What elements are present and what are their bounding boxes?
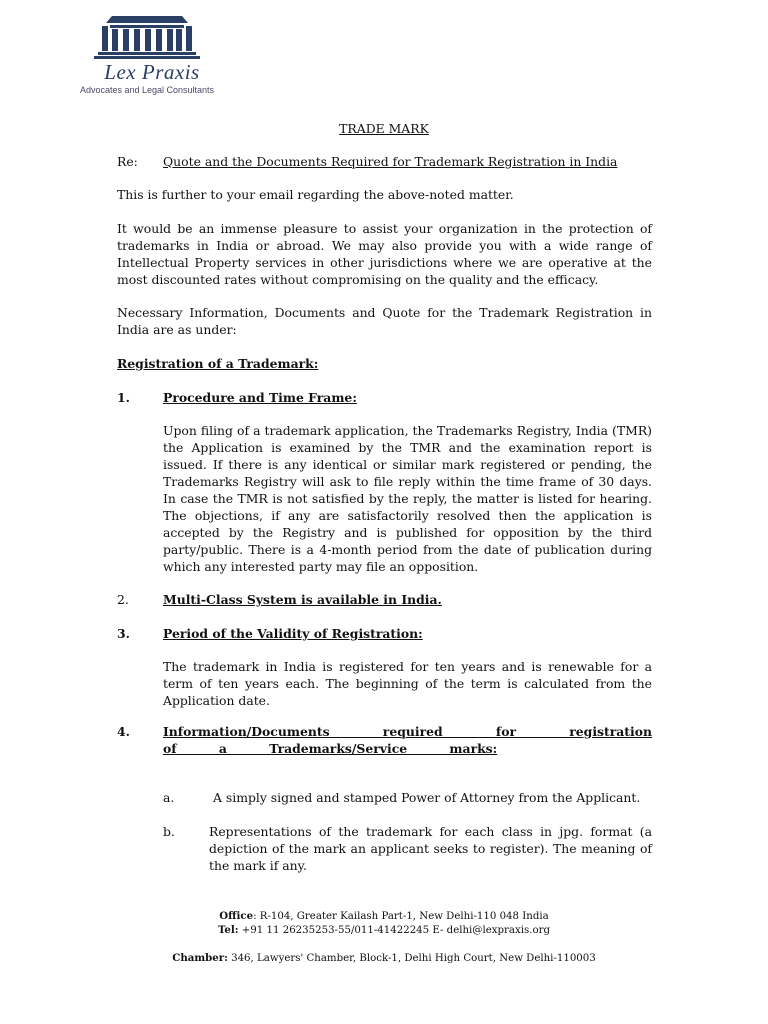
subitem-text: A simply signed and stamped Power of Attorney from the Applicant.	[213, 790, 641, 805]
office-label: Office	[219, 910, 254, 922]
document-title: TRADE MARK	[339, 121, 429, 136]
item-heading: Procedure and Time Frame:	[163, 390, 357, 405]
re-label: Re:	[117, 154, 138, 169]
validity-paragraph: The trademark in India is registered for ten years and is renewable for a term of ten years each. The beginning of the term is calculated from the Application date.	[163, 659, 652, 708]
chamber-address: 346, Lawyers' Chamber, Block-1, Delhi High Court, New Delhi-110003	[227, 953, 596, 964]
logo-wordmark: Lex Praxis	[104, 60, 200, 84]
pillars-icon	[72, 14, 222, 62]
footer-chamber	[0, 951, 768, 966]
item-number: 2.	[117, 592, 129, 607]
item-heading: Period of the Validity of Registration:	[163, 626, 423, 641]
subitem-letter: a.	[163, 790, 175, 805]
item-heading: Multi-Class System is available in India.	[163, 592, 442, 607]
intro-paragraph: This is further to your email regarding the above-noted matter.	[117, 187, 514, 202]
company-logo	[72, 14, 222, 98]
subitem-text: Representations of the trademark for each class in jpg. format (a depiction of the mark an applicant seeks to register). The meaning of the mark if any.	[209, 824, 652, 873]
section-heading: Registration of a Trademark:	[117, 356, 319, 371]
item-number: 4.	[117, 724, 130, 739]
footer-office	[0, 909, 768, 924]
footer-contact	[0, 923, 768, 938]
contact-details: +91 11 26235253-55/011-41422245 E- delhi@lexpraxis.org	[238, 925, 550, 936]
item-number: 1.	[117, 390, 130, 405]
item-number: 3.	[117, 626, 130, 641]
procedure-paragraph: Upon filing of a trademark application, the Trademarks Registry, India (TMR) the Application is examined by the TMR and the examination report is issued. If there is any identical or similar mark registered or pending, the Trademarks Registry will ask to file reply within the time frame of 30 days. In case the TMR is not satisfied by the reply, the matter is listed for hearing. The objections, if any are satisfactorily resolved then the application is accepted by the Registry and is published for opposition by the third party/public. There is a 4-month period from the date of publication during which any interested party may file an opposition.	[163, 423, 652, 574]
chamber-label: Chamber:	[172, 952, 228, 964]
subitem-letter: b.	[163, 824, 175, 839]
re-subject: Quote and the Documents Required for Trademark Registration in India	[163, 154, 618, 169]
tel-label: Tel:	[218, 924, 239, 936]
item-heading: Information/Documents required for registration of a Trademarks/Service marks:	[163, 724, 652, 756]
office-address: : R-104, Greater Kailash Part-1, New Delhi-110 048 India	[253, 911, 549, 922]
necessary-info-paragraph: Necessary Information, Documents and Quote for the Trademark Registration in India are as under:	[117, 305, 652, 337]
logo-tagline: Advocates and Legal Consultants	[79, 85, 215, 95]
services-paragraph: It would be an immense pleasure to assist your organization in the protection of trademarks in India or abroad. We may also provide you with a wide range of Intellectual Property services in other jurisdictions where we are operative at the most discounted rates without compromising on the quality and the efficacy.	[117, 221, 652, 287]
